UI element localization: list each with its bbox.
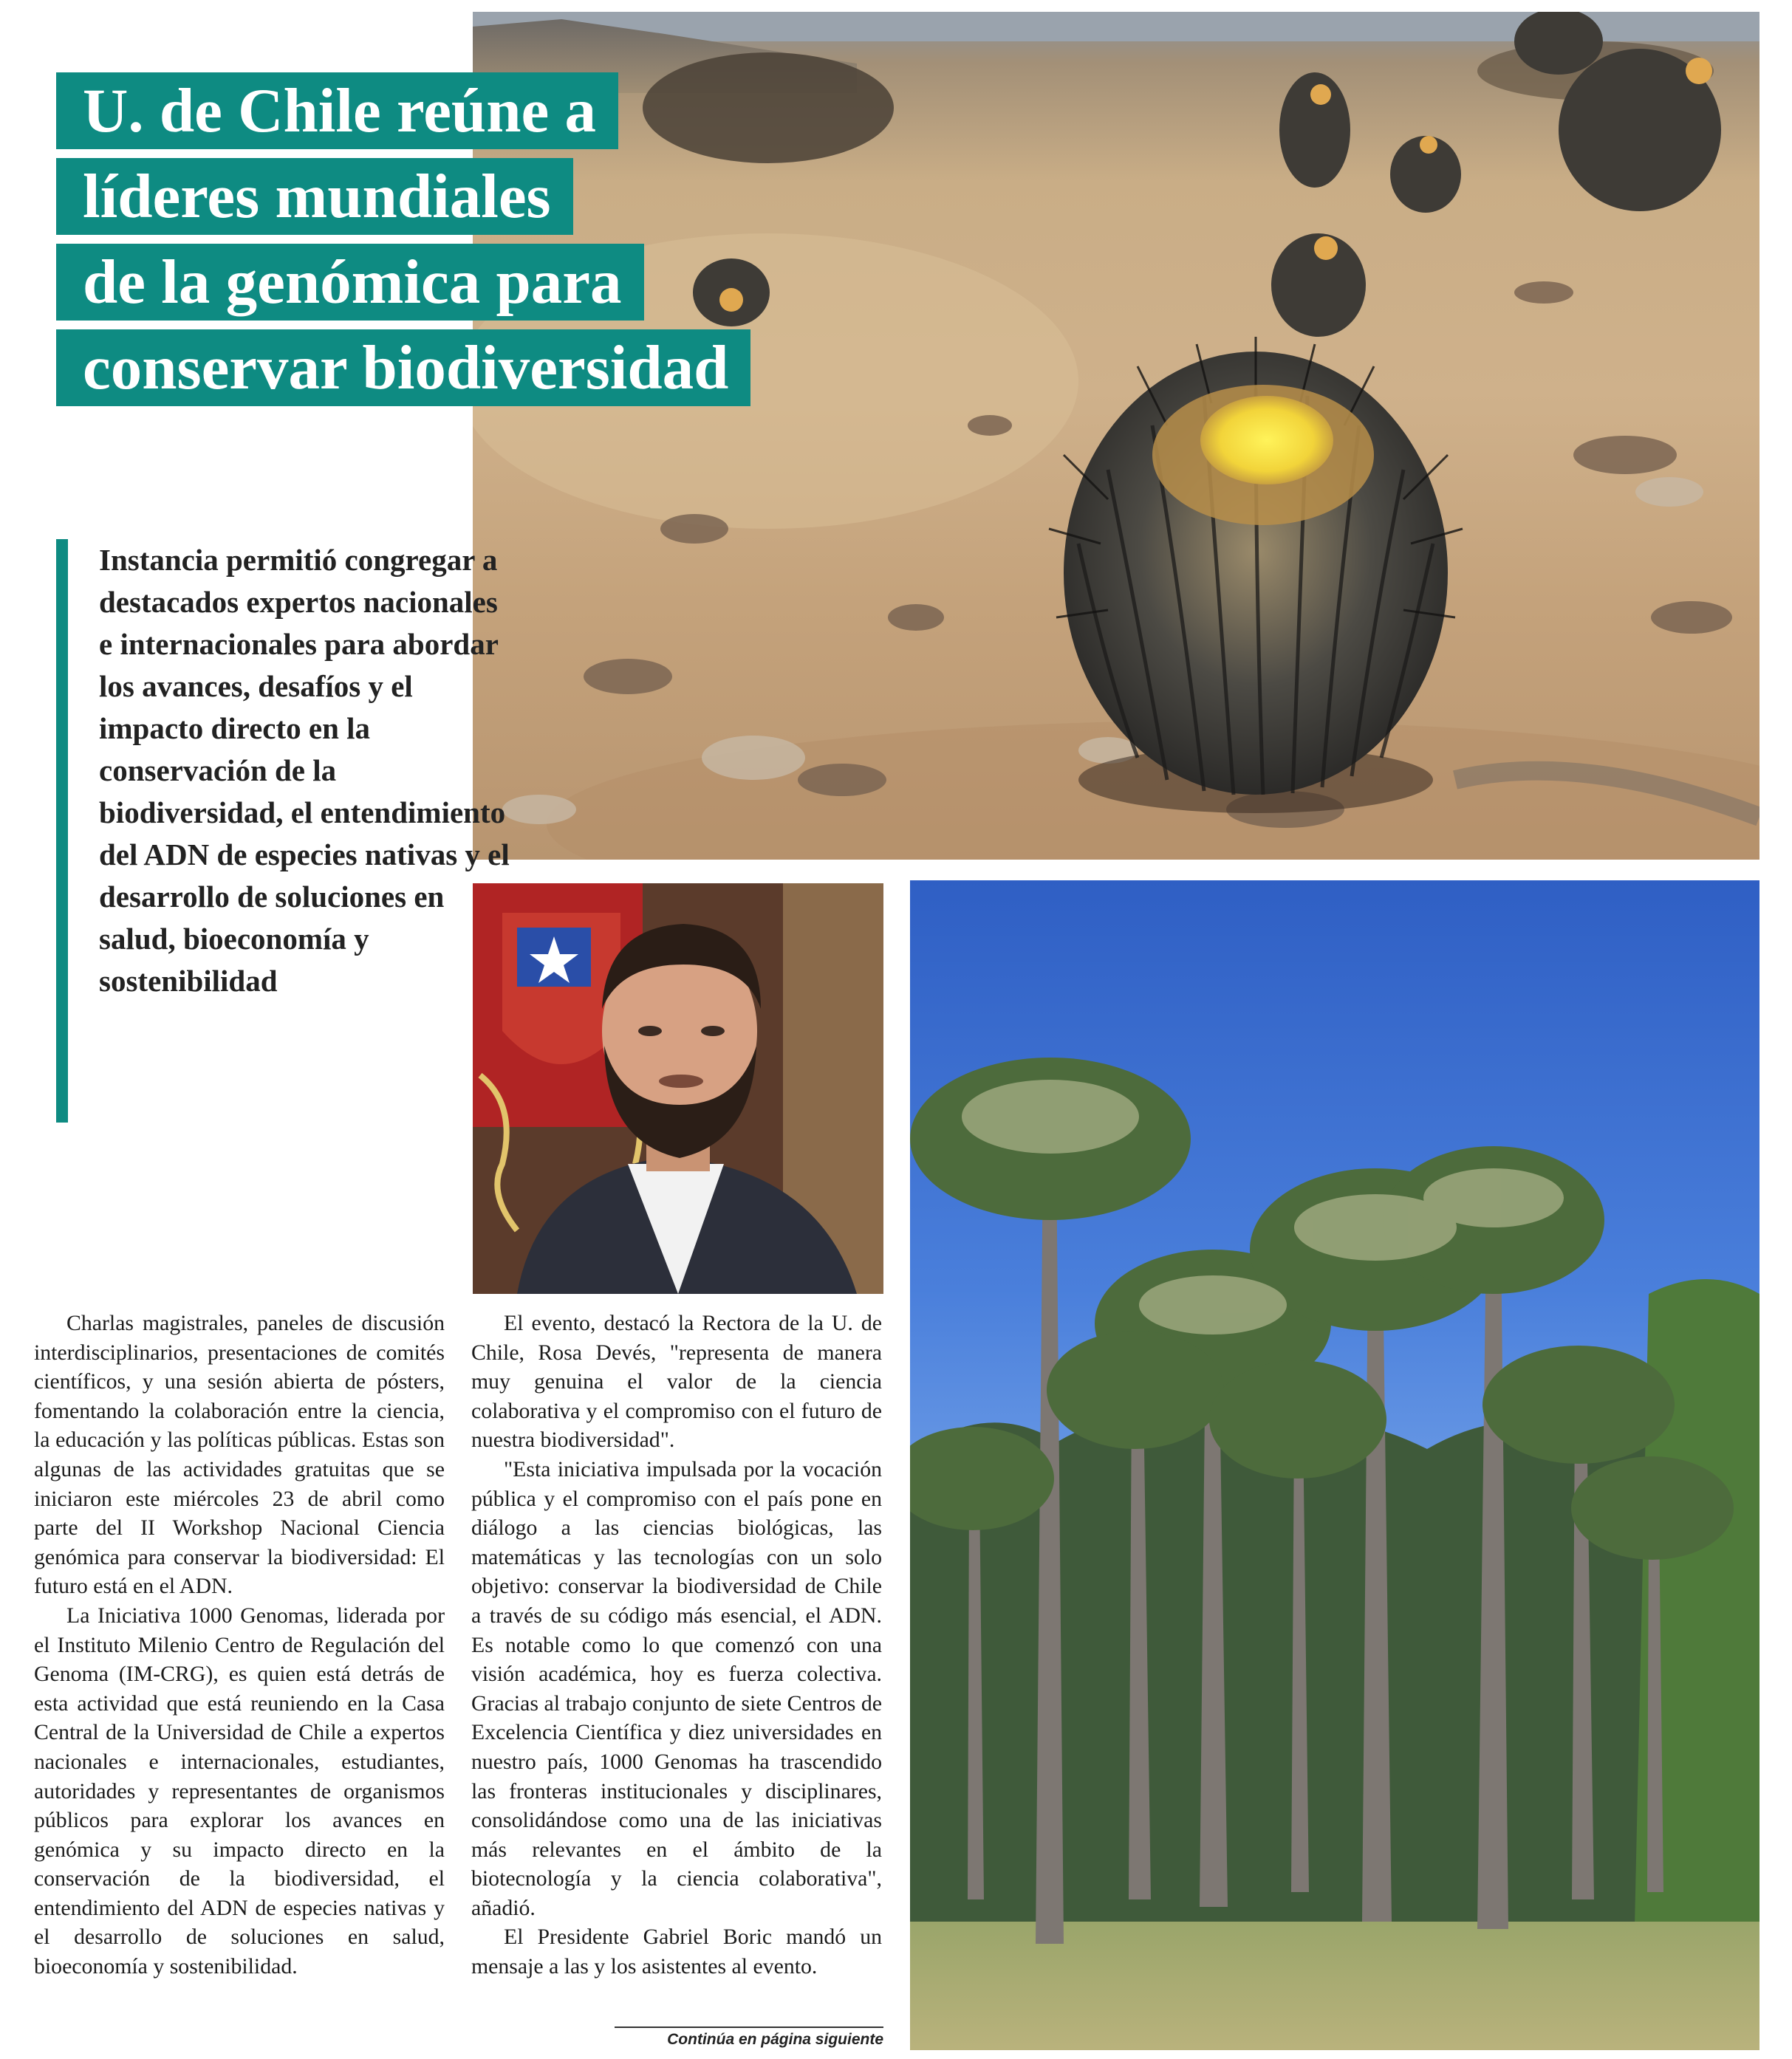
headline-line-4: conservar biodiversidad xyxy=(56,329,750,406)
body-paragraph: "Esta iniciativa impulsada por la vocación pública y el compromiso con el país pone en diálogo a las ciencias biológicas, las matemáticas y las tecnologías con un solo objetivo: conservar la biodiversidad de Chile a través de su código más esencial, el ADN. Es notable como lo que comenzó con una visión académica, hoy es fuerza colectiva. Gracias al trabajo conjunto de siete Centros de Excelencia Científica y diez universidades en nuestro país, 1000 Genomas ha trascendido las fronteras institucionales y disciplinares, consolidándose como una de las iniciativas más relevantes en el ámbito de la biotecnología y la ciencia colaborativa", añadió. xyxy=(471,1456,882,1920)
palm-trees-photo xyxy=(910,880,1759,2050)
continue-divider xyxy=(615,2027,883,2028)
body-paragraph: El evento, destacó la Rectora de la U. de Chile, Rosa Devés, "representa de manera muy genuina el valor de la ciencia colaborativa y el compromiso con el futuro de nuestra biodiversidad". xyxy=(471,1311,882,1453)
headline-line-1: U. de Chile reúne a xyxy=(56,72,618,149)
headline-line-3: de la genómica para xyxy=(56,244,644,321)
portrait-illustration xyxy=(473,883,883,1294)
palm-trees-illustration xyxy=(910,880,1759,2050)
standfirst xyxy=(56,539,513,1123)
body-paragraph: El Presidente Gabriel Boric mandó un mensaje a las y los asistentes al evento. xyxy=(471,1925,882,1979)
body-paragraph: Charlas magistrales, paneles de discusión interdisciplinarios, presentaciones de comités científicos, y una sesión abierta de pósters, fomentando la colaboración entre la ciencia, la educación y las políticas públicas. Estas son algunas de las actividades gratuitas que se iniciaron este miércoles 23 de abril como parte del II Workshop Nacional Ciencia genómica para conservar la biodiversidad: El futuro está en el ADN. xyxy=(34,1311,445,1599)
standfirst-text: Instancia permitió congregar a destacados expertos nacionales e internacionales para abordar los avances, desafíos y el impacto directo en la conservación de la biodiversidad, el entendimiento del ADN de especies nativas y el desarrollo de soluciones en salud, bioeconomía y sostenibilidad xyxy=(99,543,510,998)
continue-note: Continúa en página siguiente xyxy=(667,2031,883,2048)
portrait-photo xyxy=(473,883,883,1294)
headline-line-2: líderes mundiales xyxy=(56,158,573,235)
cactus-photo-illustration xyxy=(473,12,1759,860)
cactus-photo xyxy=(473,12,1759,860)
body-column-middle xyxy=(471,1309,882,1981)
body-column-left xyxy=(34,1309,445,1981)
body-paragraph: La Iniciativa 1000 Genomas, liderada por el Instituto Milenio Centro de Regulación del Genoma (IM-CRG), es quien está detrás de esta actividad que está reuniendo en la Casa Central de la Universidad de Chile a expertos nacionales e internacionales, estudiantes, autoridades y representantes de organismos públicos para explorar los avances en genómica y su impacto directo en la conservación de la biodiversidad, el entendimiento del ADN de especies nativas y el desarrollo de soluciones en salud, bioeconomía y sostenibilidad. xyxy=(34,1603,445,1979)
